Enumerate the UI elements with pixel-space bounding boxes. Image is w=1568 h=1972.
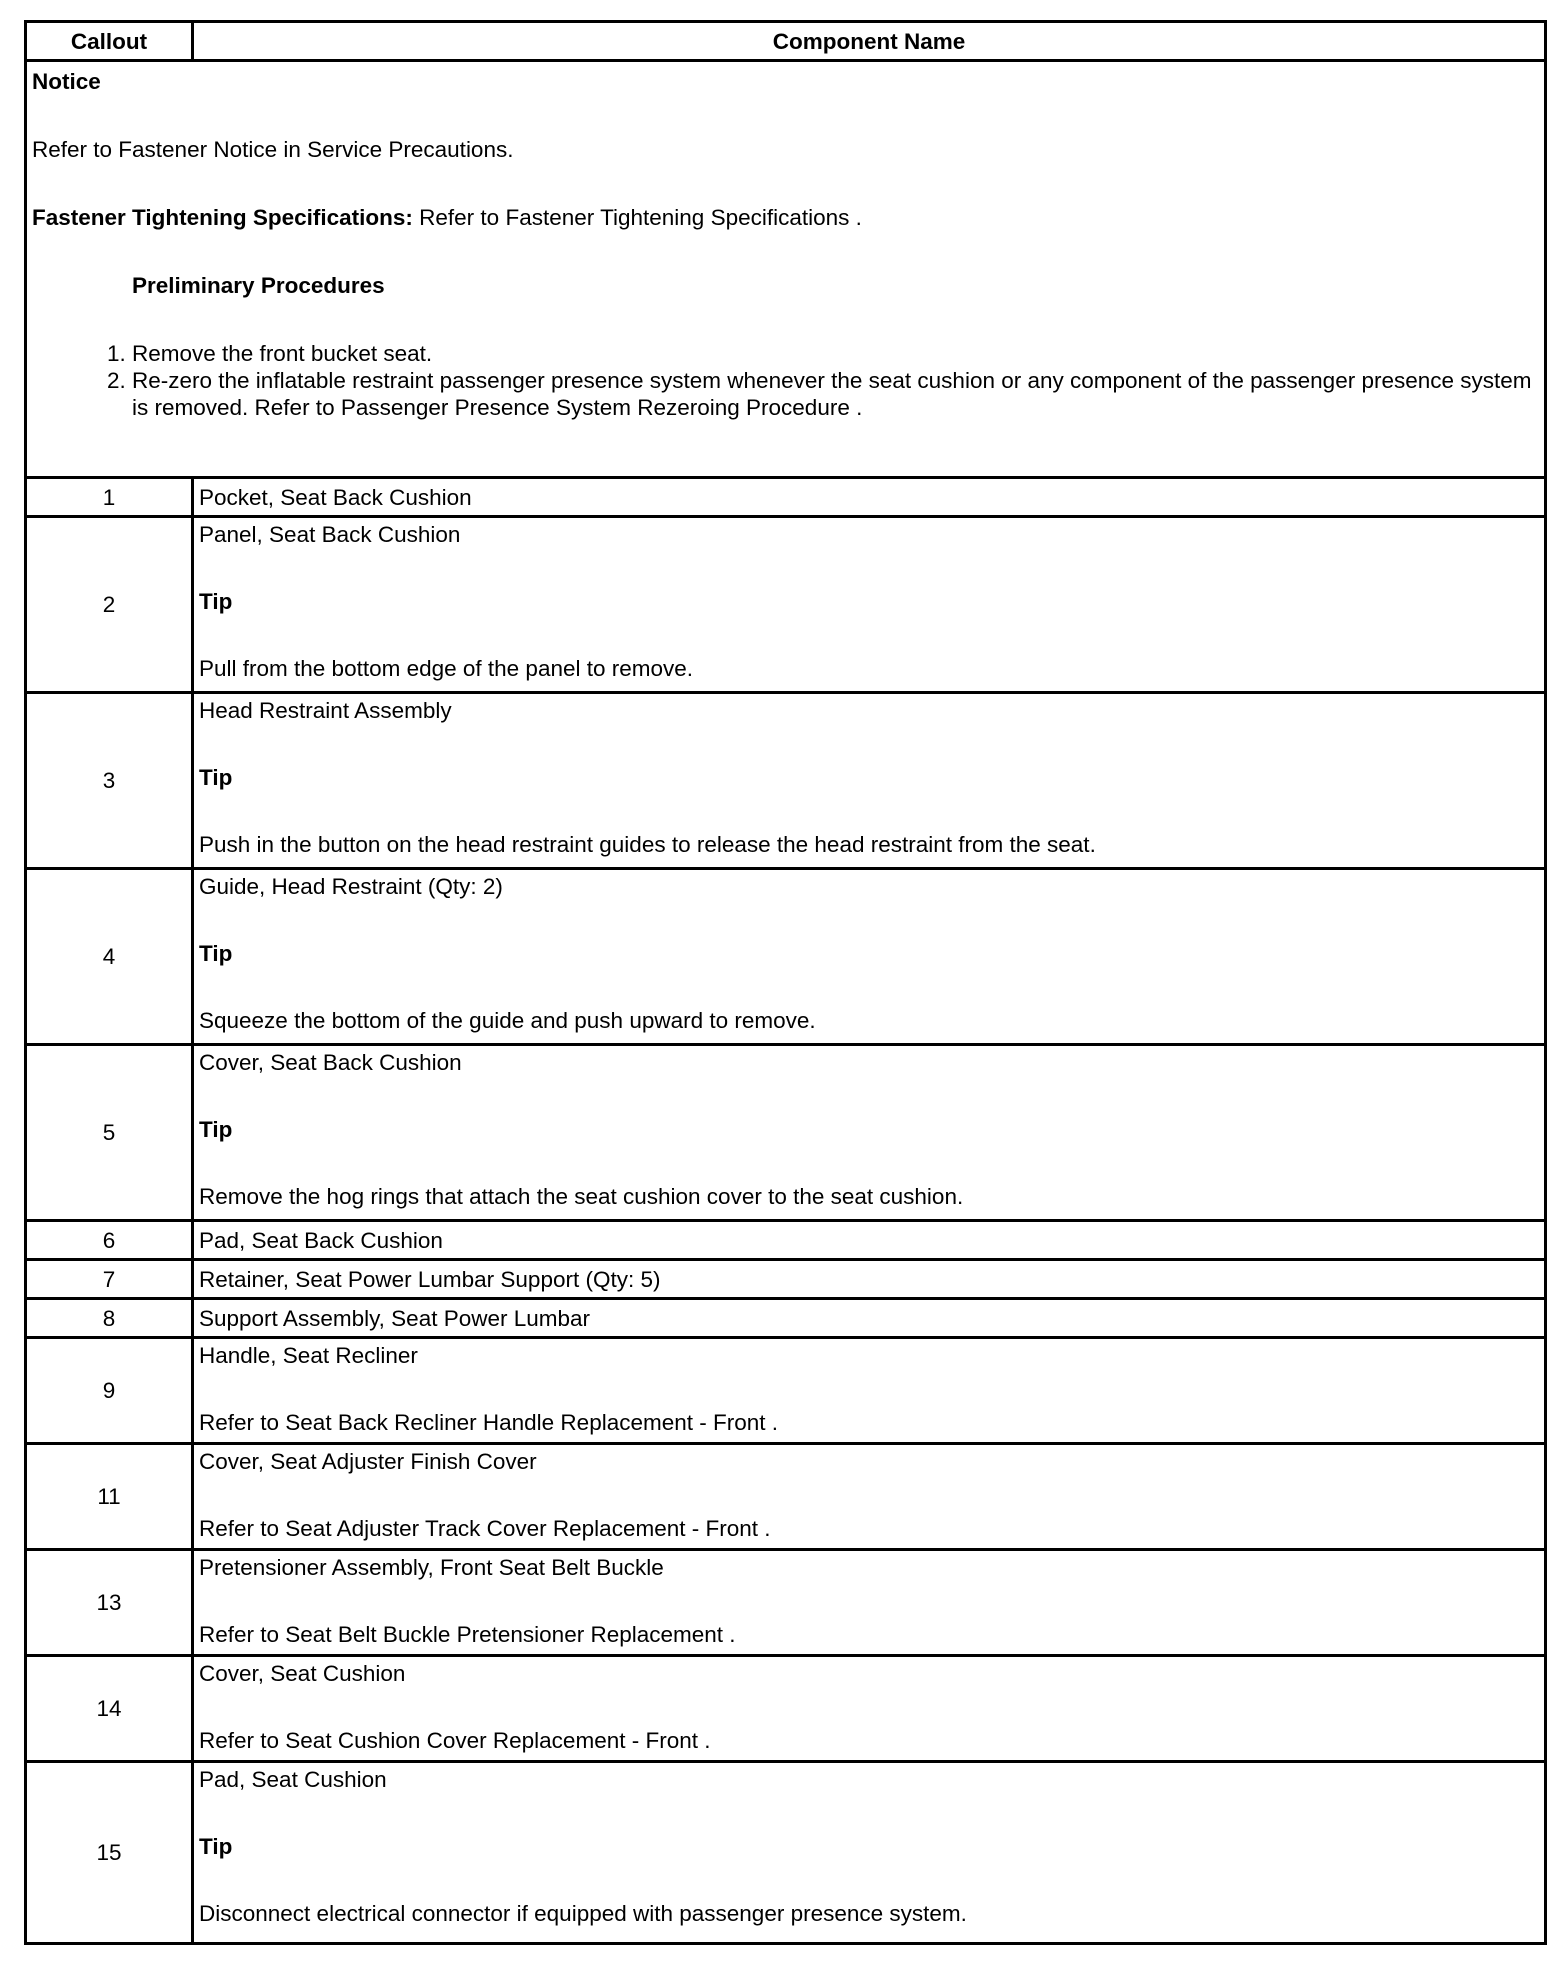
callout-number: 5: [26, 1045, 193, 1221]
table-row: [26, 1550, 1546, 1656]
component-name: Retainer, Seat Power Lumbar Support (Qty: 5): [193, 1260, 1546, 1299]
callout-number: 11: [26, 1444, 193, 1550]
table-row: [26, 1338, 1546, 1444]
preliminary-steps: [32, 340, 1539, 421]
notice-row: [26, 61, 1546, 478]
table-row: [26, 1221, 1546, 1260]
callout-number: 15: [26, 1762, 193, 1944]
table-row: [26, 1444, 1546, 1550]
table-row: [26, 517, 1546, 693]
component-name: Panel, Seat Back Cushion: [199, 522, 461, 547]
tip-text: Disconnect electrical connector if equipped with passenger presence system.: [199, 1901, 967, 1926]
fastener-spec-label: Fastener Tightening Specifications:: [32, 205, 413, 230]
component-cell: [193, 869, 1546, 1045]
table-row: [26, 693, 1546, 869]
table-row: [26, 1299, 1546, 1338]
table-header-row: [26, 22, 1546, 61]
component-name: Cover, Seat Adjuster Finish Cover: [199, 1449, 537, 1474]
tip-text: Pull from the bottom edge of the panel to remove.: [199, 656, 694, 681]
callout-number: 9: [26, 1338, 193, 1444]
table-row: [26, 1656, 1546, 1762]
component-table: [24, 20, 1547, 1945]
tip-label: Tip: [199, 941, 233, 966]
component-name: Handle, Seat Recliner: [199, 1343, 418, 1368]
tip-label: Tip: [199, 1834, 233, 1859]
preliminary-procedures-title: Preliminary Procedures: [132, 273, 385, 298]
notice-block: [26, 61, 1546, 478]
notice-title: Notice: [32, 69, 101, 94]
tip-text: Squeeze the bottom of the guide and push upward to remove.: [199, 1008, 816, 1033]
component-name-header: Component Name: [193, 22, 1546, 61]
tip-text: Push in the button on the head restraint guides to release the head restraint from the seat.: [199, 832, 1096, 857]
component-cell: [193, 693, 1546, 869]
callout-number: 1: [26, 478, 193, 517]
table-row: [26, 1260, 1546, 1299]
tip-label: Tip: [199, 765, 233, 790]
notice-text: Refer to Fastener Notice in Service Precautions.: [32, 137, 514, 162]
callout-number: 6: [26, 1221, 193, 1260]
callout-number: 13: [26, 1550, 193, 1656]
component-name: Pretensioner Assembly, Front Seat Belt Buckle: [199, 1555, 664, 1580]
callout-number: 3: [26, 693, 193, 869]
table-row: [26, 869, 1546, 1045]
component-cell: [193, 1656, 1546, 1762]
component-name: Head Restraint Assembly: [199, 698, 452, 723]
reference-text: Refer to Seat Back Recliner Handle Replacement - Front .: [199, 1410, 779, 1435]
component-name: Support Assembly, Seat Power Lumbar: [193, 1299, 1546, 1338]
component-cell: [193, 1444, 1546, 1550]
preliminary-step: 2. Re-zero the inflatable restraint passenger presence system whenever the seat cushion or any component of the passenger presence system is removed. Refer to Passenger Presence System Rezeroing Procedure .: [132, 367, 1539, 421]
component-cell: [193, 517, 1546, 693]
fastener-spec-line: [32, 204, 1539, 231]
component-name: Cover, Seat Back Cushion: [199, 1050, 462, 1075]
callout-header: Callout: [26, 22, 193, 61]
component-cell: [193, 1762, 1546, 1944]
tip-label: Tip: [199, 1117, 233, 1142]
preliminary-step: 1. Remove the front bucket seat.: [132, 340, 1539, 367]
reference-text: Refer to Seat Cushion Cover Replacement - Front .: [199, 1728, 711, 1753]
component-cell: [193, 1045, 1546, 1221]
table-row: [26, 478, 1546, 517]
reference-text: Refer to Seat Belt Buckle Pretensioner Replacement .: [199, 1622, 736, 1647]
reference-text: Refer to Seat Adjuster Track Cover Replacement - Front .: [199, 1516, 771, 1541]
component-cell: [193, 1550, 1546, 1656]
tip-text: Remove the hog rings that attach the seat cushion cover to the seat cushion.: [199, 1184, 964, 1209]
callout-number: 7: [26, 1260, 193, 1299]
fastener-spec-text: Refer to Fastener Tightening Specifications .: [412, 205, 862, 230]
callout-number: 4: [26, 869, 193, 1045]
component-name: Cover, Seat Cushion: [199, 1661, 406, 1686]
component-cell: [193, 1338, 1546, 1444]
table-row: [26, 1045, 1546, 1221]
callout-number: 8: [26, 1299, 193, 1338]
tip-label: Tip: [199, 589, 233, 614]
component-name: Pad, Seat Back Cushion: [193, 1221, 1546, 1260]
component-name: Pad, Seat Cushion: [199, 1767, 387, 1792]
callout-number: 14: [26, 1656, 193, 1762]
component-name: Pocket, Seat Back Cushion: [193, 478, 1546, 517]
table-row: [26, 1762, 1546, 1944]
callout-number: 2: [26, 517, 193, 693]
component-name: Guide, Head Restraint (Qty: 2): [199, 874, 503, 899]
